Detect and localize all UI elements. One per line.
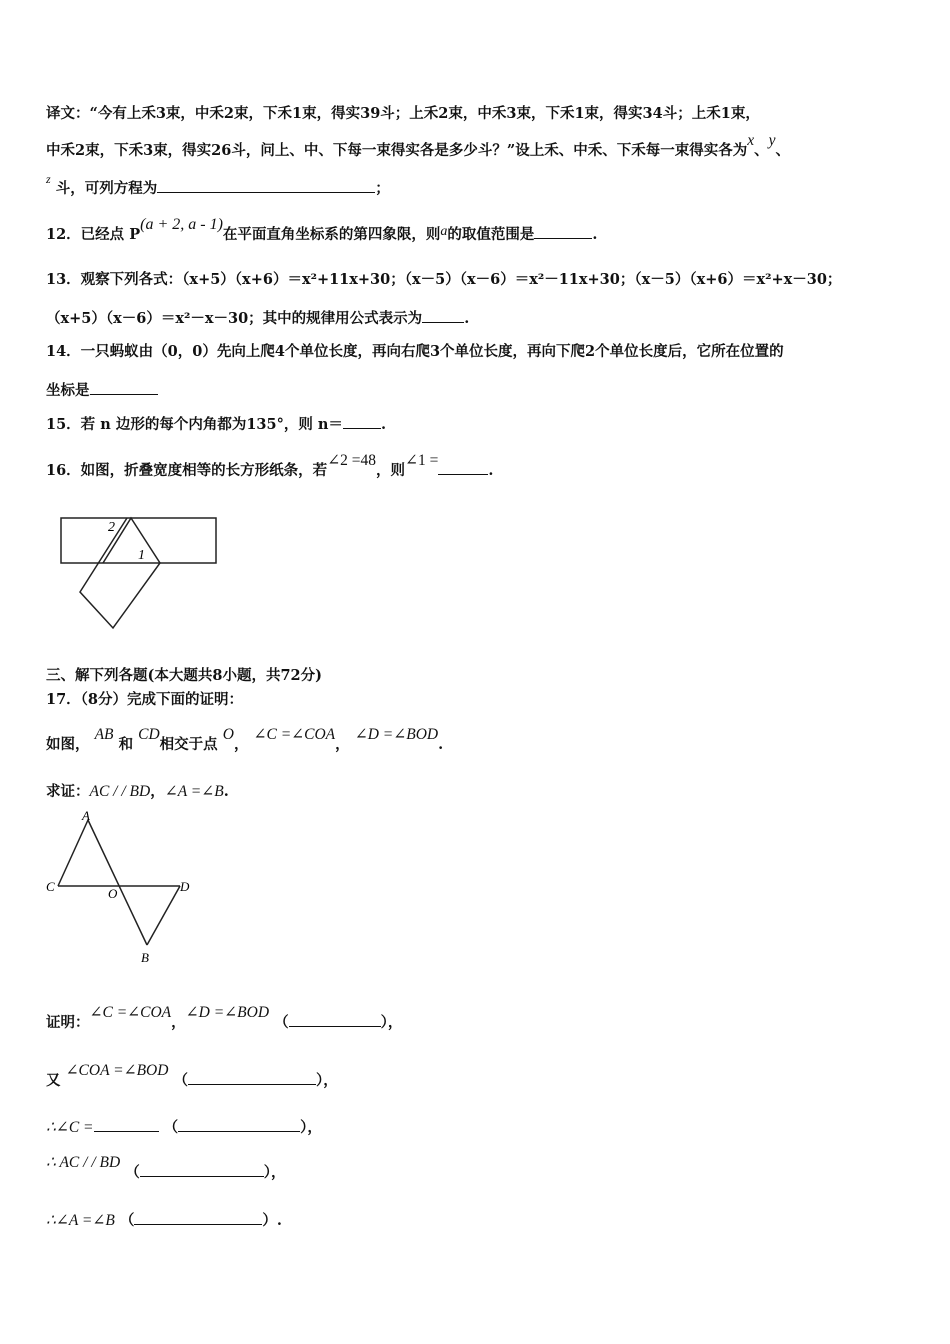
q17-p2-math: ∠COA =∠BOD [65,1062,169,1079]
q17-p5-close: ）. [262,1212,282,1229]
q11-var-z: z [46,172,51,186]
q17-fig-label-a: A [82,810,90,823]
q11-sep2: 、 [775,142,790,159]
q17-prove [46,782,229,802]
q11-var-y: y [768,132,776,149]
q17-p4-paren: （ [125,1164,140,1181]
q12-point: (a + 2, a - 1) [140,216,223,233]
q17-fig-label-b: B [141,950,149,965]
q12-suffix: 的取值范围是 [447,226,535,243]
q11-var-x: x [747,132,755,149]
q17-p1-paren: （ [274,1014,289,1031]
q16-folded-strip-figure [55,510,225,635]
q11-answer-blank[interactable] [157,178,375,193]
q17-p5-math: ∴∠A =∠B [46,1212,115,1229]
q12-line [46,216,598,246]
q13-line2-text: （x+5）（x－6）＝x²－x－30；其中的规律用公式表示为 [46,310,423,327]
q16-angle1: ∠1 = [405,452,439,469]
q11-line2-text: 中禾2束，下禾3束，得实26斗，问上、中、下每一束得实各是多少斗？”设上禾、中禾、下禾每一束得实各为 [46,142,748,159]
q17-comma1: ， [233,736,249,753]
q17-prove-end: . [223,783,229,800]
q11-sep1: 、 [754,142,769,159]
q13-answer-blank[interactable] [422,308,464,323]
q17-p1-math-a: ∠C =∠COA [89,1004,172,1021]
q17-p5-reason-blank[interactable] [134,1210,262,1225]
q17-fig-label-o: O [108,886,118,901]
q13-end: . [464,310,470,327]
q17-period: . [438,736,444,753]
q12-prefix: 12．已经点 P [46,226,141,243]
q17-proof-line2 [46,1062,338,1091]
q12-var-a: a [440,224,448,239]
q17-proof-line4 [46,1154,286,1183]
q17-p1-reason-blank[interactable] [289,1012,381,1027]
q17-title: 17．（8分）完成下面的证明： [46,691,244,708]
q16-fig-label-2: 2 [108,520,115,535]
q16-fig-label-1: 1 [138,548,145,563]
q17-p3-angle-blank[interactable] [94,1117,159,1132]
q17-p4-math: ∴ AC / / BD [46,1154,121,1171]
q17-line-bd [147,886,180,945]
q17-fig-label-d: D [180,879,190,894]
q17-ab: AB [94,726,114,743]
q17-and: 和 [118,736,134,753]
q17-fig-label-c: C [46,879,55,894]
q14-line2-text: 坐标是 [46,382,90,399]
q16-line [46,452,494,481]
q17-cond1: ∠C =∠COA [253,726,336,743]
q17-proof-line5 [46,1210,282,1231]
q14-line1: 14．一只蚂蚁由（0，0）先向上爬4个单位长度，再向右爬3个单位长度，再向下爬2个单位长度后，它所在位置的 [46,343,784,360]
q17-line-ab [88,820,147,945]
q15-answer-blank[interactable] [343,414,381,429]
q14-answer-blank[interactable] [90,380,158,395]
q17-cd: CD [138,726,160,743]
section3-title: 三、解下列各题(本大题共8小题，共72分) [46,667,322,684]
q17-p3-math: ∴∠C = [46,1119,94,1136]
q17-prove2: ∠A =∠B [164,783,224,800]
q17-p1-sep: ， [171,1014,186,1031]
q12-answer-blank[interactable] [534,224,592,239]
q12-middle: 在平面直角坐标系的第四象限，则 [222,226,441,243]
q13-line2 [46,308,469,329]
q11-line1: 译文：“今有上禾3束，中禾2束，下禾1束，得实39斗；上禾2束，中禾3束，下禾1束，得实34斗；上禾1束， [46,105,760,122]
q17-p4-reason-blank[interactable] [140,1162,264,1177]
q17-prove1: AC / / BD [89,783,151,800]
q16-end: . [488,462,494,479]
q17-proof-line3 [46,1117,322,1138]
q11-line3 [46,172,390,199]
q11-line3-text: 斗，可列方程为 [55,180,158,197]
q17-given-prefix: 如图， [46,736,90,753]
q17-comma2: ， [335,736,350,753]
q17-p2-label: 又 [46,1072,61,1089]
q17-p5-paren: （ [119,1212,135,1229]
q17-p1-close: ）， [380,1014,403,1031]
q17-p3-reason-blank[interactable] [178,1117,300,1132]
q17-proof-line1 [46,1004,403,1033]
q11-line2 [46,132,790,161]
q15-end: . [380,416,386,433]
q13-line1: 13．观察下列各式：（x+5）（x+6）＝x²+11x+30；（x－5）（x－6）＝x²－11x+30；（x－5）（x+6）＝x²+x－30； [46,271,842,288]
q17-cond2: ∠D =∠BOD [354,726,439,743]
q16-answer-blank[interactable] [438,460,488,475]
q17-prove-sep: ， [150,783,165,800]
q17-line-ca [58,820,88,886]
q17-p2-close: ）， [316,1072,338,1089]
q16-angle2: ∠2 =48 [327,452,377,469]
q17-p1-math-b: ∠D =∠BOD [185,1004,270,1021]
q11-line3-end: ； [375,180,390,197]
q17-o: O [222,726,234,743]
q17-p3-close: ）， [300,1119,322,1136]
q17-p4-close: ）， [263,1164,286,1181]
q17-proof-label: 证明： [46,1014,90,1031]
q14-line2 [46,380,158,401]
q17-p2-paren: （ [173,1072,189,1089]
q15-line [46,414,386,435]
q16-fold-lines [80,518,160,628]
q17-p2-reason-blank[interactable] [188,1070,316,1085]
q17-intersecting-lines-figure [42,810,202,970]
q17-prove-label: 求证： [46,783,90,800]
q16-middle: ，则 [376,462,406,479]
q17-intersect: 相交于点 [159,736,218,753]
q12-end: . [592,226,598,243]
q17-p3-paren: （ [163,1119,179,1136]
q16-prefix: 16．如图，折叠宽度相等的长方形纸条，若 [46,462,328,479]
q15-text: 15．若 n 边形的每个内角都为135°，则 n＝ [46,416,343,433]
q17-given [46,726,444,755]
